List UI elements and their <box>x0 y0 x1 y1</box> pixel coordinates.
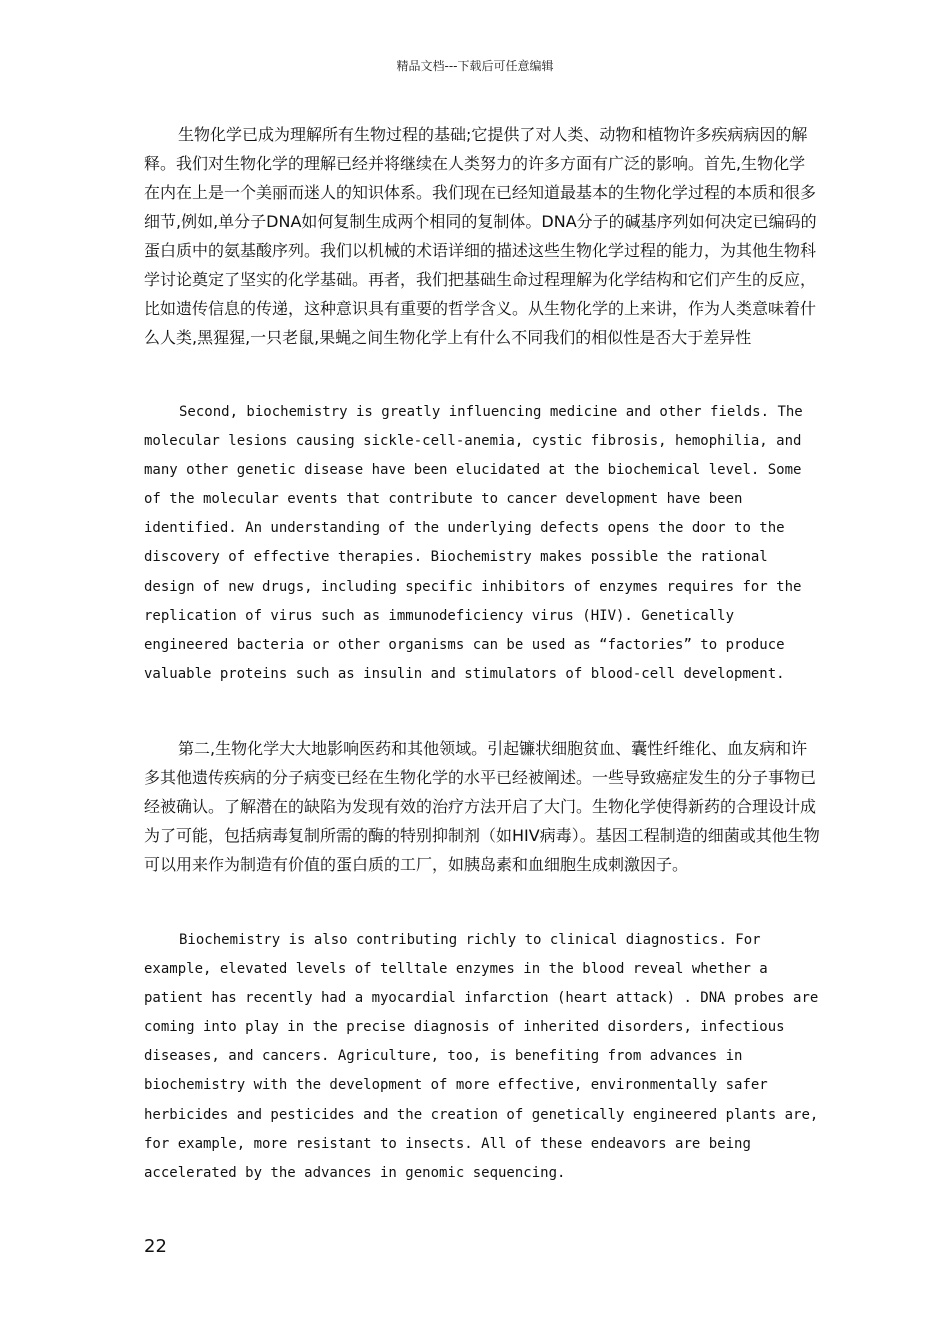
paragraph-en-2: Biochemistry is also contributing richly to clinical diagnostics. For example, elevated levels of telltale enzymes in the blood reveal whether a patient has recently had a myocardial infarction (heart attack) . DNA probes are coming into play in the precise diagnosis of inherited disorders, infectious diseases, and cancers. Agriculture, too, is benefiting from advances in biochemistry with the development of more effective, environmentally safer herbicides and pesticides and the creation of genetically engineered plants are, for example, more resistant to insects. All of these endeavors are being accelerated by the advances in genomic sequencing. <box>144 932 819 1181</box>
page-number: 22 <box>144 1236 167 1257</box>
paragraph-en-1: Second, biochemistry is greatly influencing medicine and other fields. The molecular lesions causing sickle-cell-anemia, cystic fibrosis, hemophilia, and many other genetic disease have been elucidated at the biochemical level. Some of the molecular events that contribute to cancer development have been identified. An understanding of the underlying defects opens the door to the discovery of effective therapies. Biochemistry makes possible the rational design of new drugs, including specific inhibitors of enzymes requires for the replication of virus such as immunodeficiency virus (HIV). Genetically engineered bacteria or other organisms can be used as “factories” to produce valuable proteins such as insulin and stimulators of blood-cell development. <box>144 404 803 682</box>
page-header: 精品文档---下载后可任意编辑 <box>396 59 554 73</box>
paragraph-zh-2: 第二,生物化学大大地影响医药和其他领域。引起镰状细胞贫血、囊性纤维化、血友病和许多其他遗传疾病的分子病变已经在生物化学的水平已经被阐述。一些导致癌症发生的分子事物已经被确认。了解潜在的缺陷为发现有效的治疗方法开启了大门。生物化学使得新药的合理设计成为了可能，包括病毒复制所需的酶的特别抑制剂（如HIV病毒）。基因工程制造的细菌或其他生物可以用来作为制造有价值的蛋白质的工厂，如胰岛素和血细胞生成刺激因子。 <box>144 739 820 874</box>
paragraph-zh-1: 生物化学已成为理解所有生物过程的基础;它提供了对人类、动物和植物许多疾病病因的解释。我们对生物化学的理解已经并将继续在人类努力的许多方面有广泛的影响。首先,生物化学在内在上是一个美丽而迷人的知识体系。我们现在已经知道最基本的生物化学过程的本质和很多细节,例如,单分子DNA如何复制生成两个相同的复制体。DNA分子的碱基序列如何决定已编码的蛋白质中的氨基酸序列。我们以机械的术语详细的描述这些生物化学过程的能力，为其他生物科学讨论奠定了坚实的化学基础。再者，我们把基础生命过程理解为化学结构和它们产生的反应，比如遗传信息的传递，这种意识具有重要的哲学含义。从生物化学的上来讲，作为人类意味着什么人类,黑猩猩,一只老鼠,果蝇之间生物化学上有什么不同我们的相似性是否大于差异性 <box>144 125 817 347</box>
